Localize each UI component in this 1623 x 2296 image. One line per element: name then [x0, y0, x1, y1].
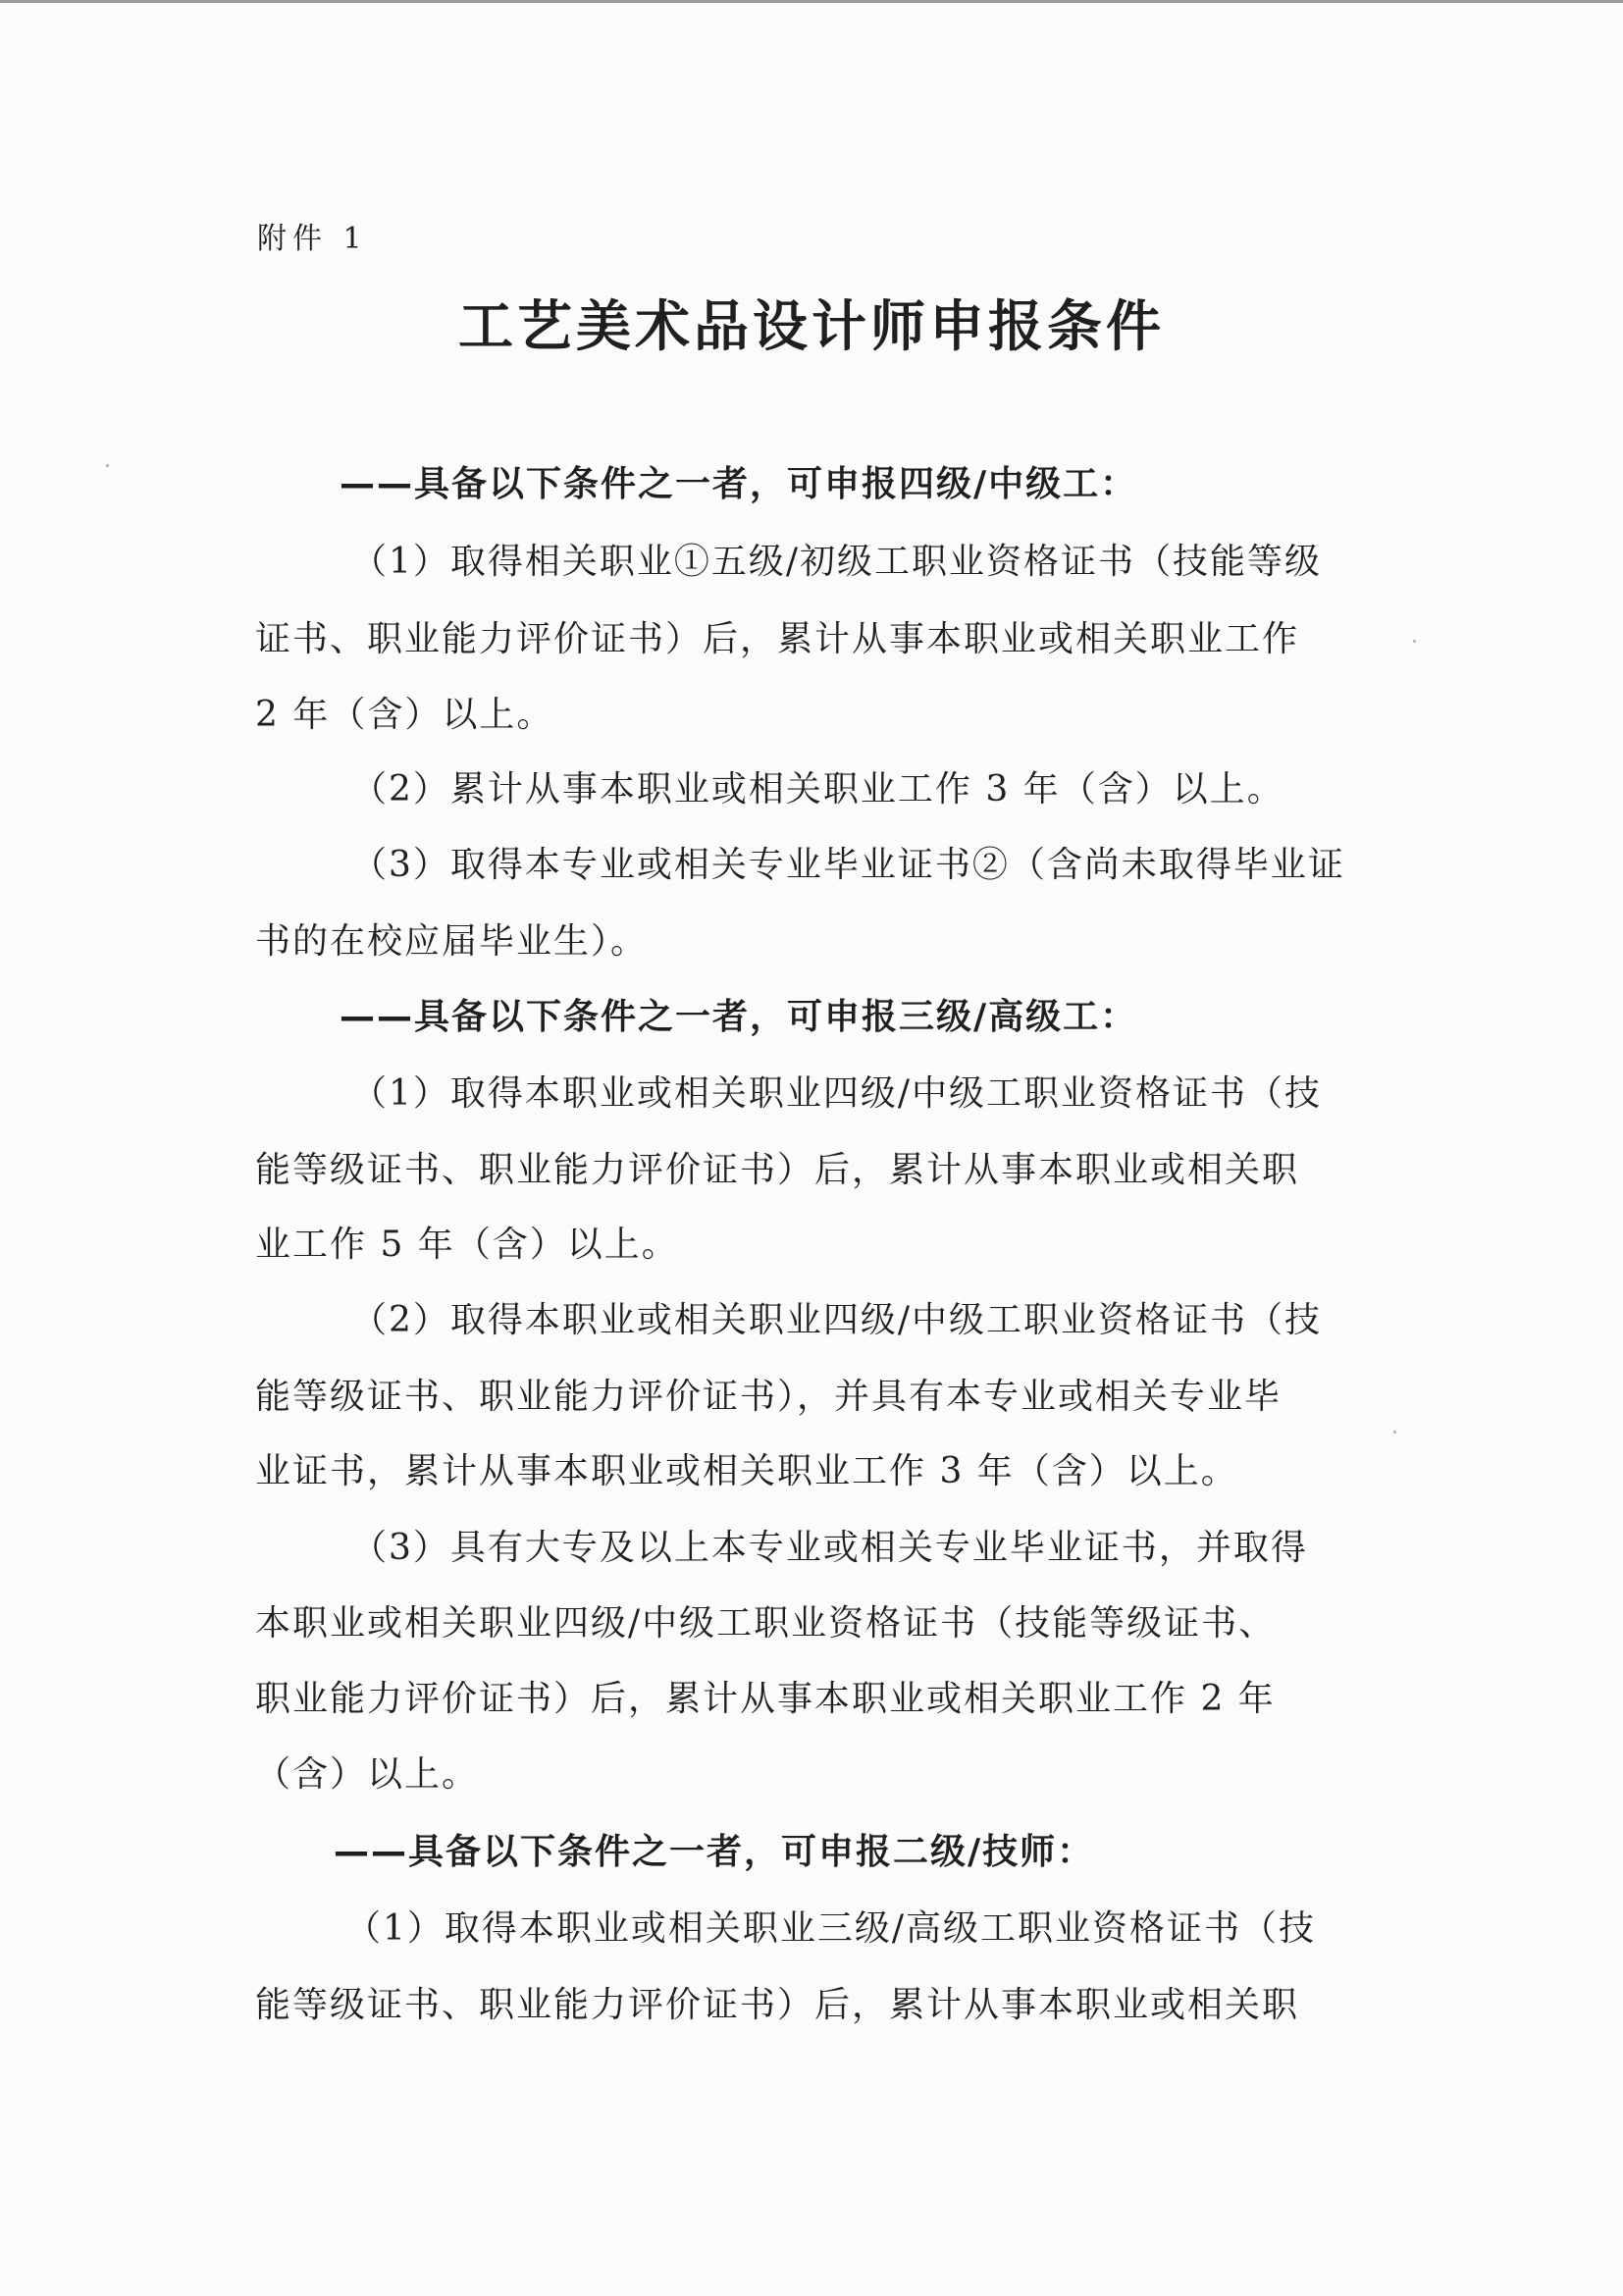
scan-speck	[1413, 640, 1416, 643]
paragraph-line: 能等级证书、职业能力评价证书）后，累计从事本职业或相关职	[255, 1985, 1300, 2025]
attachment-label: 附件 1	[257, 222, 368, 256]
scan-speck	[106, 464, 109, 467]
scan-speck	[1393, 1431, 1396, 1434]
paragraph-line: 职业能力评价证书）后，累计从事本职业或相关职业工作 2 年	[255, 1679, 1276, 1719]
paragraph-line: 业证书，累计从事本职业或相关职业工作 3 年（含）以上。	[255, 1451, 1238, 1491]
paragraph-line: （含）以上。	[255, 1754, 480, 1795]
document-title: 工艺美术品设计师申报条件	[458, 294, 1165, 359]
paragraph-line: （3）具有大专及以上本专业或相关专业毕业证书，并取得	[351, 1528, 1308, 1568]
section-heading-level2: ——具备以下条件之一者，可申报二级/技师：	[334, 1832, 1095, 1872]
paragraph-line: 能等级证书、职业能力评价证书），并具有本专业或相关专业毕	[255, 1377, 1283, 1417]
paragraph-line: 证书、职业能力评价证书）后，累计从事本职业或相关职业工作	[255, 619, 1300, 659]
section-heading-level3: ——具备以下条件之一者，可申报三级/高级工：	[340, 997, 1138, 1037]
paragraph-line: （1）取得本职业或相关职业四级/中级工职业资格证书（技	[351, 1073, 1323, 1114]
paragraph-line: （2）累计从事本职业或相关职业工作 3 年（含）以上。	[351, 769, 1284, 809]
scan-top-edge	[0, 0, 1623, 3]
paragraph-line: 2 年（含）以上。	[255, 695, 554, 735]
paragraph-line: （2）取得本职业或相关职业四级/中级工职业资格证书（技	[351, 1300, 1323, 1340]
paragraph-line: 业工作 5 年（含）以上。	[255, 1225, 679, 1265]
paragraph-line: （1）取得本职业或相关职业三级/高级工职业资格证书（技	[345, 1908, 1317, 1949]
paragraph-line: 本职业或相关职业四级/中级工职业资格证书（技能等级证书、	[255, 1603, 1277, 1644]
paragraph-line: 书的在校应届毕业生）。	[255, 921, 649, 962]
paragraph-line: 能等级证书、职业能力评价证书）后，累计从事本职业或相关职	[255, 1150, 1300, 1190]
paragraph-line: （1）取得相关职业①五级/初级工职业资格证书（技能等级	[351, 542, 1323, 582]
paragraph-line: （3）取得本专业或相关专业毕业证书②（含尚未取得毕业证	[351, 845, 1345, 885]
section-heading-level4: ——具备以下条件之一者，可申报四级/中级工：	[340, 464, 1138, 504]
